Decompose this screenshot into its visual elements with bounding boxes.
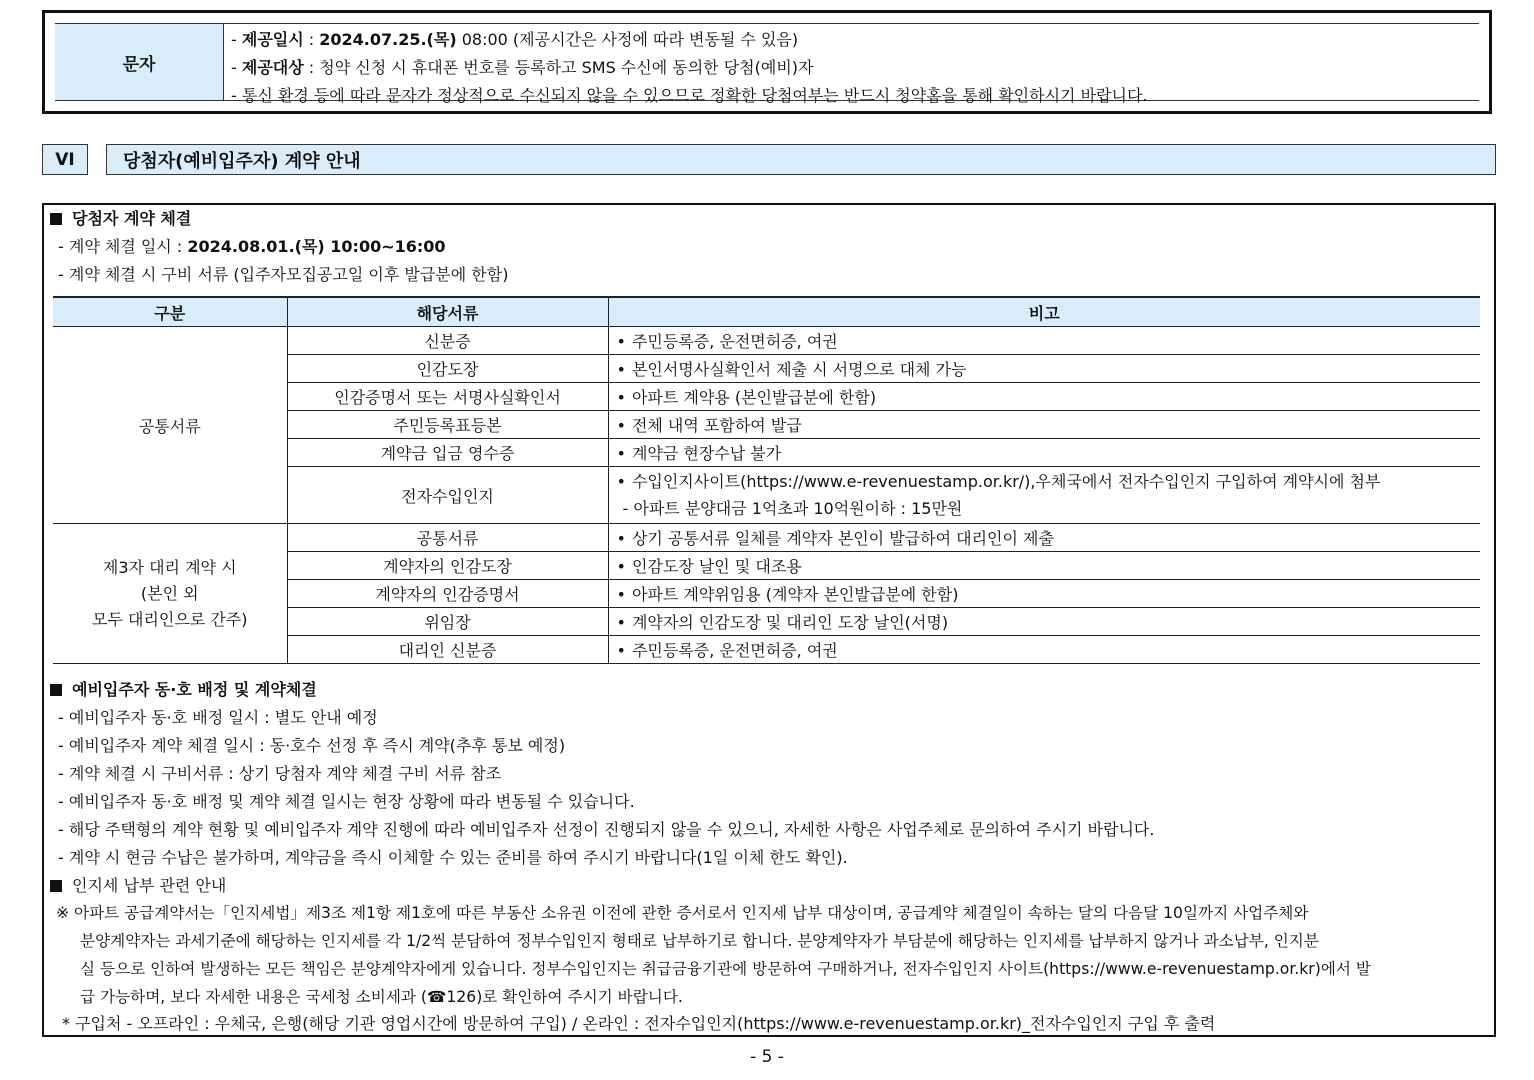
sms-line-target: - 제공대상 : 청약 신청 시 휴대폰 번호를 등록하고 SMS 수신에 동의한 당첨(예비)자 bbox=[231, 58, 814, 77]
document-note: • 전체 내역 포함하여 발급 bbox=[608, 411, 1480, 439]
sms-provide-date-value: 2024.07.25.(목) bbox=[319, 30, 457, 49]
sms-label: 문자 bbox=[55, 24, 224, 100]
group-label-common: 공통서류 bbox=[53, 327, 287, 524]
document-name: 인감증명서 또는 서명사실확인서 bbox=[287, 383, 608, 411]
group-label-proxy: 제3자 대리 계약 시 (본인 외 모두 대리인으로 간주) bbox=[53, 524, 287, 664]
table-header-row bbox=[53, 297, 1480, 327]
document-note: • 계약금 현장수납 불가 bbox=[608, 439, 1480, 467]
bullet-icon: • bbox=[616, 557, 626, 576]
bullet-icon: • bbox=[616, 529, 626, 548]
square-bullet-icon bbox=[50, 684, 62, 696]
stamp-paragraph-line: 급 가능하며, 보다 자세한 내용은 국세청 소비세과 (☎126)로 확인하여 주시기 바랍니다. bbox=[80, 988, 683, 1006]
document-name: 위임장 bbox=[287, 608, 608, 636]
bullet-icon: • bbox=[616, 388, 626, 407]
reserve-line: - 예비입주자 계약 체결 일시 : 동·호수 선정 후 즉시 계약(추후 통보 예정) bbox=[58, 736, 566, 755]
document-name: 계약자의 인감증명서 bbox=[287, 580, 608, 608]
bullet-icon: • bbox=[616, 641, 626, 660]
stamp-purchase-line: * 구입처 - 오프라인 : 우체국, 은행(해당 기관 영업시간에 방문하여 구입) / 온라인 : 전자수입인지(https://www.e-revenuestamp.or.kr)_전자수입인지 구입 후 출력 bbox=[62, 1014, 1216, 1033]
sms-provide-date-key: 제공일시 bbox=[241, 30, 304, 49]
stamp-site-note: 수입인지사이트(https://www.e-revenuestamp.or.kr/),우체국에서 전자수입인지 구입하여 계약시에 첨부 bbox=[631, 472, 1381, 491]
document-name: 인감도장 bbox=[287, 355, 608, 383]
table-row bbox=[53, 327, 1480, 355]
section-title: 당첨자(예비입주자) 계약 안내 bbox=[106, 144, 1496, 175]
document-note: • 상기 공통서류 일체를 계약자 본인이 발급하여 대리인이 제출 bbox=[608, 524, 1480, 552]
bullet-icon: • bbox=[616, 416, 626, 435]
sms-line-provide-date: - 제공일시 : 2024.07.25.(목) 08:00 (제공시간은 사정에 따라 변동될 수 있음) bbox=[231, 30, 799, 49]
stamp-paragraph-line: 실 등으로 인하여 발생하는 모든 책임은 분양계약자에게 있습니다. 정부수입인지는 취급금융기관에 방문하여 구매하거나, 전자수입인지 사이트(https://www.e-revenuestamp.or.kr)에서 발 bbox=[80, 960, 1371, 978]
reserve-line: - 예비입주자 동·호 배정 및 계약 체결 일시는 현장 상황에 따라 변동될 수 있습니다. bbox=[58, 792, 635, 811]
section-number: VI bbox=[42, 144, 88, 175]
table-header: 구분 bbox=[53, 297, 287, 327]
square-bullet-icon bbox=[50, 213, 62, 225]
contract-heading: 당첨자 계약 체결 bbox=[50, 206, 191, 229]
page-number: - 5 - bbox=[750, 1047, 784, 1067]
sms-line-caution: - 통신 환경 등에 따라 문자가 정상적으로 수신되지 않을 수 있으므로 정확한 당첨여부는 반드시 청약홈을 통해 확인하시기 바랍니다. bbox=[231, 86, 1148, 105]
document-note: • 계약자의 인감도장 및 대리인 도장 날인(서명) bbox=[608, 608, 1480, 636]
document-note bbox=[608, 467, 1480, 524]
reserve-line: - 계약 체결 시 구비서류 : 상기 당첨자 계약 체결 구비 서류 참조 bbox=[58, 764, 502, 783]
stamp-paragraph-line: 분양계약자는 과세기준에 해당하는 인지세를 각 1/2씩 분담하여 정부수입인지 형태로 납부하기로 합니다. 분양계약자가 부담분에 해당하는 인지세를 납부하지 않거나 과소납부, 인지분 bbox=[80, 932, 1319, 950]
document-note: • 인감도장 날인 및 대조용 bbox=[608, 552, 1480, 580]
document-name: 계약자의 인감도장 bbox=[287, 552, 608, 580]
table-row bbox=[53, 524, 1480, 552]
bullet-icon: • bbox=[616, 472, 626, 491]
document-name: 전자수입인지 bbox=[287, 467, 608, 524]
stamp-amount-note: - 아파트 분양대금 1억초과 10억원이하 : 15만원 bbox=[622, 499, 963, 518]
document-note: • 아파트 계약용 (본인발급분에 한함) bbox=[608, 383, 1480, 411]
reserve-line: - 계약 시 현금 수납은 불가하며, 계약금을 즉시 이체할 수 있는 준비를 하여 주시기 바랍니다(1일 이체 한도 확인). bbox=[58, 848, 848, 867]
contract-date-value: 2024.08.01.(목) 10:00~16:00 bbox=[187, 237, 446, 256]
bullet-icon: • bbox=[616, 332, 626, 351]
document-name: 주민등록표등본 bbox=[287, 411, 608, 439]
document-note: • 주민등록증, 운전면허증, 여권 bbox=[608, 327, 1480, 355]
bullet-icon: • bbox=[616, 444, 626, 463]
sms-target-key: 제공대상 bbox=[241, 58, 304, 77]
document-note: • 주민등록증, 운전면허증, 여권 bbox=[608, 636, 1480, 664]
bullet-icon: • bbox=[616, 613, 626, 632]
reserve-heading: 예비입주자 동·호 배정 및 계약체결 bbox=[50, 677, 317, 700]
required-documents-table bbox=[53, 296, 1480, 664]
reserve-line: - 해당 주택형의 계약 현황 및 예비입주자 계약 진행에 따라 예비입주자 선정이 진행되지 않을 수 있으니, 자세한 사항은 사업주체로 문의하여 주시기 바랍니다. bbox=[58, 820, 1155, 839]
contract-docs-line: - 계약 체결 시 구비 서류 (입주자모집공고일 이후 발급분에 한함) bbox=[58, 265, 509, 284]
contract-date-line: - 계약 체결 일시 : 2024.08.01.(목) 10:00~16:00 bbox=[58, 237, 446, 256]
sms-notice-box bbox=[42, 10, 1492, 114]
document-name: 신분증 bbox=[287, 327, 608, 355]
document-name: 대리인 신분증 bbox=[287, 636, 608, 664]
table-header: 비고 bbox=[608, 297, 1480, 327]
table-header: 해당서류 bbox=[287, 297, 608, 327]
bullet-icon: • bbox=[616, 360, 626, 379]
document-name: 계약금 입금 영수증 bbox=[287, 439, 608, 467]
document-note: • 본인서명사실확인서 제출 시 서명으로 대체 가능 bbox=[608, 355, 1480, 383]
document-note: • 아파트 계약위임용 (계약자 본인발급분에 한함) bbox=[608, 580, 1480, 608]
stamp-heading: 인지세 납부 관련 안내 bbox=[50, 873, 226, 896]
bullet-icon: • bbox=[616, 585, 626, 604]
stamp-paragraph-line: ※ 아파트 공급계약서는「인지세법」제3조 제1항 제1호에 따른 부동산 소유권 이전에 관한 증서로서 인지세 납부 대상이며, 공급계약 체결일이 속하는 달의 다음달 10일까지 사업주체와 bbox=[56, 904, 1309, 922]
document-name: 공통서류 bbox=[287, 524, 608, 552]
square-bullet-icon bbox=[50, 880, 62, 892]
reserve-line: - 예비입주자 동·호 배정 일시 : 별도 안내 예정 bbox=[58, 708, 378, 727]
sms-notice-table bbox=[55, 23, 1479, 105]
